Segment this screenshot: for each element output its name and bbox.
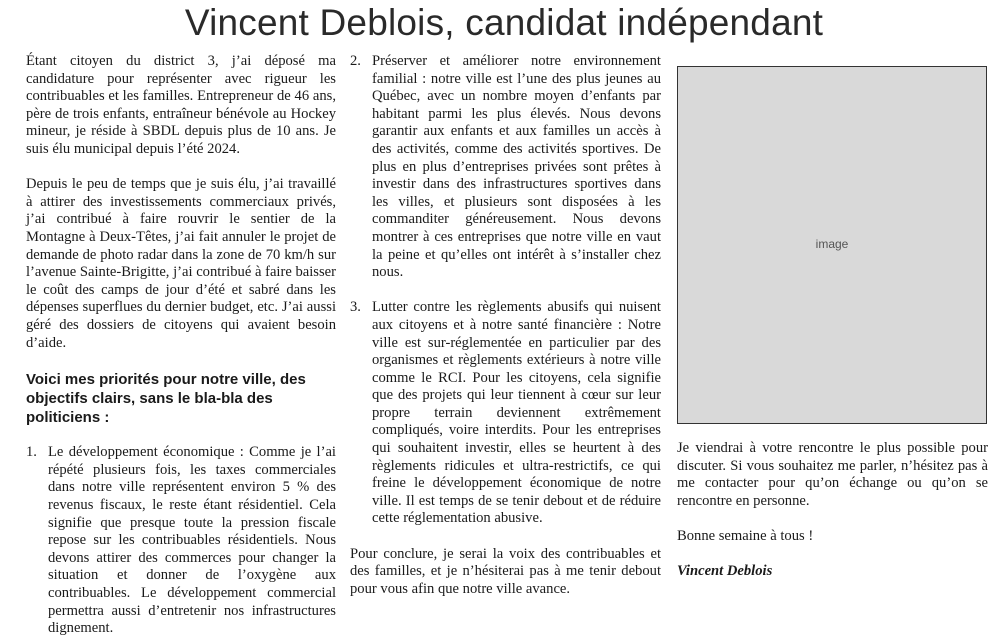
priority-item-1 <box>26 444 336 638</box>
greeting: Bonne semaine à tous ! <box>677 527 814 544</box>
record-paragraph: Depuis le peu de temps que je suis élu, j’ai travaillé à attirer des investissements commerciaux privés, j’ai contribué à faire rouvrir le sentier de la Montagne à Deux-Têtes, j’ai fait annuler le projet de demande de photo radar dans la zone de 70 km/h sur l’avenue Sainte-Brigitte, j’ai contribué à faire baisser le coût des camps de jour d’été et sabré dans les dépenses superflues du dernier budget, etc. J’ai aussi géré des dossiers de citoyens qui avaient besoin d’aide. <box>26 176 336 351</box>
signature: Vincent Deblois <box>677 563 773 580</box>
conclusion-paragraph: Pour conclure, je serai la voix des contribuables et des familles, et je n’hésiterai pas à me tenir debout pour vous afin que notre ville avance. <box>350 545 661 597</box>
priority-text: Le développement économique : Comme je l’ai répété plusieurs fois, les taxes commerciales dans notre ville représentent environ 5 % des revenus fiscaux, le reste étant résidentiel. Cela signifie que presque toute la pression fiscale repose sur les contribuables résidentiels. Nous devons attirer des commerces pour changer la situation et donner de l’oxygène aux contribuables. Le développement commercial permettra aussi d’entretenir nos infrastructures dignement. <box>48 444 336 637</box>
intro-paragraph: Étant citoyen du district 3, j’ai déposé ma candidature pour représenter avec rigueur les contribuables et les familles. Entrepreneur de 46 ans, père de trois enfants, entraîneur bénévole au Hockey mineur, je réside à SBDL depuis plus de 10 ans. Je suis élu municipal depuis l’été 2024. <box>26 53 336 157</box>
column-2 <box>350 53 661 598</box>
priority-number: 2. <box>350 53 361 69</box>
priority-number: 1. <box>26 444 37 461</box>
candidate-photo-placeholder: image <box>677 66 987 424</box>
priority-text: Préserver et améliorer notre environnement familial : notre ville est l’une des plus jeunes au Québec, avec un nombre moyen d’enfants par habitant parmi les plus élevés. Nous devons garantir aux enfants et aux familles un accès à des activités, comme des activités sportives. De plus en plus d’entreprises privées sont prêtes à investir dans des infrastructures sportives dans les villes, et plusieurs sont disposées à les commanditer généreusement. Nous devons montrer à ces entreprises que notre ville en vaut la peine et qu’elles ont intérêt à s’installer chez nous. <box>372 53 661 281</box>
column-3 <box>677 53 988 581</box>
priorities-heading: Voici mes priorités pour notre ville, des objectifs clairs, sans le bla-bla des politiciens : <box>26 370 306 426</box>
column-1 <box>26 53 336 638</box>
article-title: Vincent Deblois, candidat indépendant <box>184 2 824 43</box>
priority-item-2 <box>350 53 661 282</box>
priority-number: 3. <box>350 299 361 316</box>
priority-item-3 <box>350 299 661 528</box>
closing-paragraph: Je viendrai à votre rencontre le plus possible pour discuter. Si vous souhaitez me parler, n’hésitez pas à me contacter pour qu’on échange ou qu’on se rencontre en personne. <box>677 440 988 509</box>
priority-text: Lutter contre les règlements abusifs qui nuisent aux citoyens et à notre santé financière : Notre ville est sur-réglementée en particulier par des organismes et règlements extérieurs à notre ville comme le RCI. Pour les citoyens, cela signifie que des projets qui leur tiennent à cœur sur leur propre terrain deviennent extrêmement compliqués, voire interdits. Pour les entreprises qui souhaitent investir, elles se heurtent à des règlements ridicules et ultra-restrictifs, ce qui freine le développement économique de notre ville. Il est temps de se tenir debout et de réduire cette réglementation abusive. <box>372 299 661 527</box>
